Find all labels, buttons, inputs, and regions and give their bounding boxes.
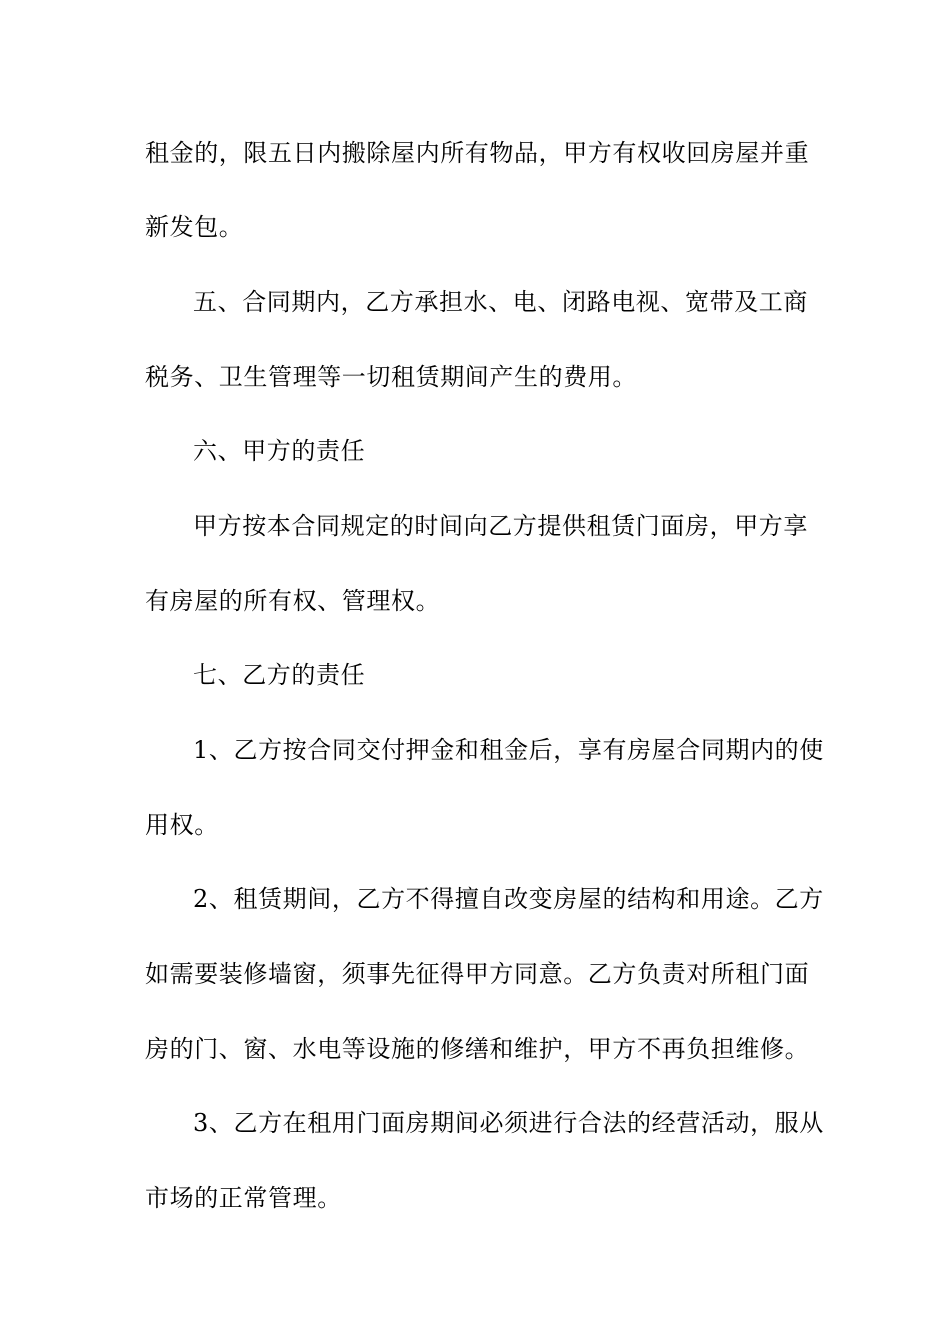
text-line-9: 1、乙方按合同交付押金和租金后，享有房屋合同期内的使 (193, 736, 824, 764)
text-line-7: 有房屋的所有权、管理权。 (145, 587, 441, 615)
text-line-10: 用权。 (145, 811, 219, 839)
text-line-13: 房的门、窗、水电等设施的修缮和维护，甲方不再负担维修。 (145, 1035, 810, 1063)
text-line-3: 五、合同期内，乙方承担水、电、闭路电视、宽带及工商 (193, 288, 808, 316)
text-line-1: 租金的，限五日内搬除屋内所有物品，甲方有权收回房屋并重 (145, 139, 810, 167)
text-line-12: 如需要装修墙窗，须事先征得甲方同意。乙方负责对所租门面 (145, 960, 810, 988)
text-line-11: 2、租赁期间，乙方不得擅自改变房屋的结构和用途。乙方 (193, 885, 824, 913)
text-line-2: 新发包。 (145, 213, 244, 241)
section-heading-7: 七、乙方的责任 (193, 661, 366, 689)
text-line-14: 3、乙方在租用门面房期间必须进行合法的经营活动，服从 (193, 1109, 824, 1137)
text-line-15: 市场的正常管理。 (145, 1184, 342, 1212)
text-line-6: 甲方按本合同规定的时间向乙方提供租赁门面房，甲方享 (193, 512, 808, 540)
section-heading-6: 六、甲方的责任 (193, 437, 366, 465)
text-line-4: 税务、卫生管理等一切租赁期间产生的费用。 (145, 363, 637, 391)
